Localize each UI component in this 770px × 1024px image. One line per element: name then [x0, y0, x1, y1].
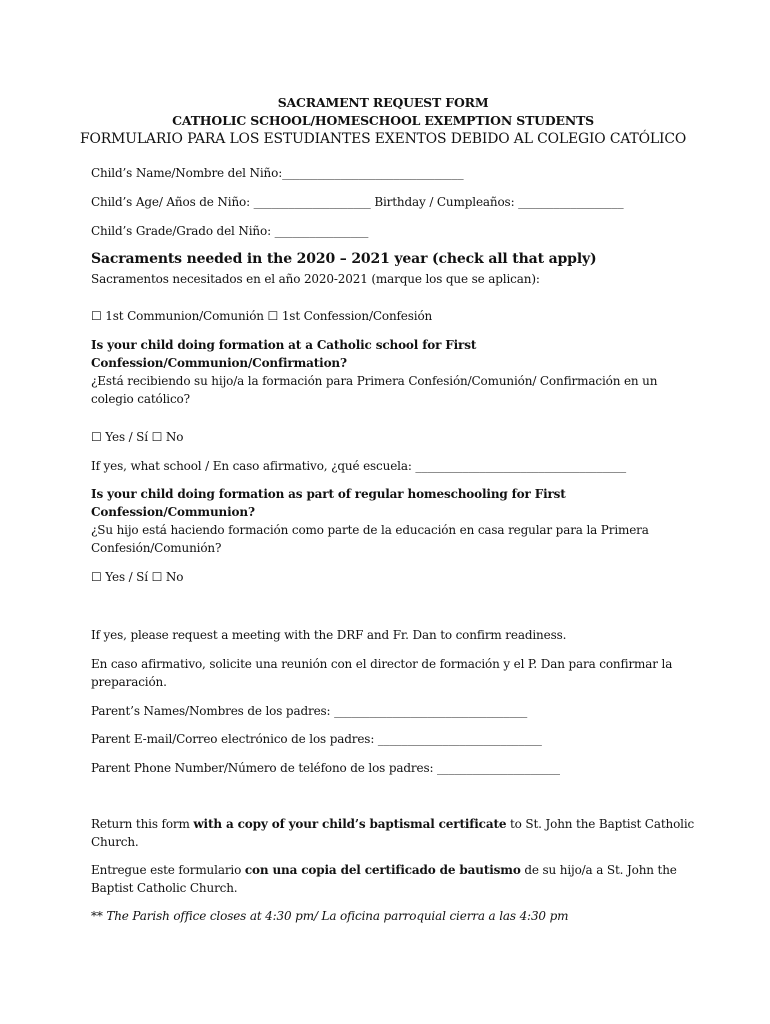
- catholic-school-question-line-2: Confession/Communion/Confirmation?: [91, 356, 347, 370]
- sacraments-heading: Sacraments needed in the 2020 – 2021 year (check all that apply): [91, 251, 597, 267]
- homeschool-yes-no-checkboxes[interactable]: ☐ Yes / Sí ☐ No: [91, 570, 184, 584]
- child-age-birthday-field[interactable]: Child’s Age/ Años de Niño: ____________________ Birthday / Cumpleaños: __________________: [91, 195, 624, 209]
- parish-office-hours-note: ** The Parish office closes at 4:30 pm/ La oficina parroquial cierra a las 4:30 pm: [91, 909, 569, 923]
- meeting-instruction: If yes, please request a meeting with the DRF and Fr. Dan to confirm readiness.: [91, 628, 567, 642]
- parent-phone-field[interactable]: Parent Phone Number/Número de teléfono de los padres: _____________________: [91, 761, 560, 775]
- return-instruction-line-2: Church.: [91, 835, 139, 849]
- catholic-school-question-spanish-line-2: colegio católico?: [91, 392, 190, 406]
- return-instruction: [91, 816, 694, 832]
- sacrament-checkboxes[interactable]: ☐ 1st Communion/Comunión ☐ 1st Confession/Confesión: [91, 309, 433, 323]
- return-instruction-spanish-end: de su hijo/a a St. John the: [520, 863, 677, 877]
- homeschool-question-spanish: ¿Su hijo está haciendo formación como parte de la educación en casa regular para la Primera: [91, 523, 649, 537]
- baptismal-certificate-emphasis: with a copy of your child’s baptismal certificate: [193, 817, 507, 831]
- catholic-school-question-spanish: ¿Está recibiendo su hijo/a la formación para Primera Confesión/Comunión/ Confirmación en un: [91, 374, 658, 388]
- form-subtitle-spanish: FORMULARIO PARA LOS ESTUDIANTES EXENTOS DEBIDO AL COLEGIO CATÓLICO: [79, 131, 687, 147]
- homeschool-question-spanish-line-2: Confesión/Comunión?: [91, 541, 222, 555]
- parent-email-field[interactable]: Parent E-mail/Correo electrónico de los padres: ____________________________: [91, 732, 542, 746]
- return-instruction-spanish-start: Entregue este formulario: [91, 863, 245, 877]
- meeting-instruction-spanish-line-2: preparación.: [91, 675, 167, 689]
- return-instruction-end: to St. John the Baptist Catholic: [506, 817, 695, 831]
- child-grade-field[interactable]: Child’s Grade/Grado del Niño: ________________: [91, 224, 369, 238]
- child-name-field[interactable]: Child’s Name/Nombre del Niño:_______________________________: [91, 166, 464, 180]
- baptismal-certificate-emphasis-spanish: con una copia del certificado de bautismo: [244, 863, 521, 877]
- form-subtitle: CATHOLIC SCHOOL/HOMESCHOOL EXEMPTION STUDENTS: [172, 113, 595, 128]
- homeschool-question-line-2: Confession/Communion?: [91, 505, 255, 519]
- return-instruction-spanish: [91, 862, 677, 878]
- return-instruction-start: Return this form: [91, 817, 194, 831]
- return-instruction-spanish-line-2: Baptist Catholic Church.: [91, 881, 238, 895]
- form-title: SACRAMENT REQUEST FORM: [277, 95, 489, 110]
- parent-names-field[interactable]: Parent’s Names/Nombres de los padres: _________________________________: [91, 704, 528, 718]
- catholic-school-yes-no-checkboxes[interactable]: ☐ Yes / Sí ☐ No: [91, 430, 184, 444]
- homeschool-question: Is your child doing formation as part of regular homeschooling for First: [91, 487, 566, 501]
- sacraments-subheading: Sacramentos necesitados en el año 2020-2021 (marque los que se aplican):: [91, 272, 540, 286]
- meeting-instruction-spanish: En caso afirmativo, solicite una reunión con el director de formación y el P. Dan para confirmar la: [91, 657, 673, 671]
- catholic-school-question: Is your child doing formation at a Catholic school for First: [91, 338, 477, 352]
- school-name-field[interactable]: If yes, what school / En caso afirmativo, ¿qué escuela: ____________________________________: [91, 459, 627, 473]
